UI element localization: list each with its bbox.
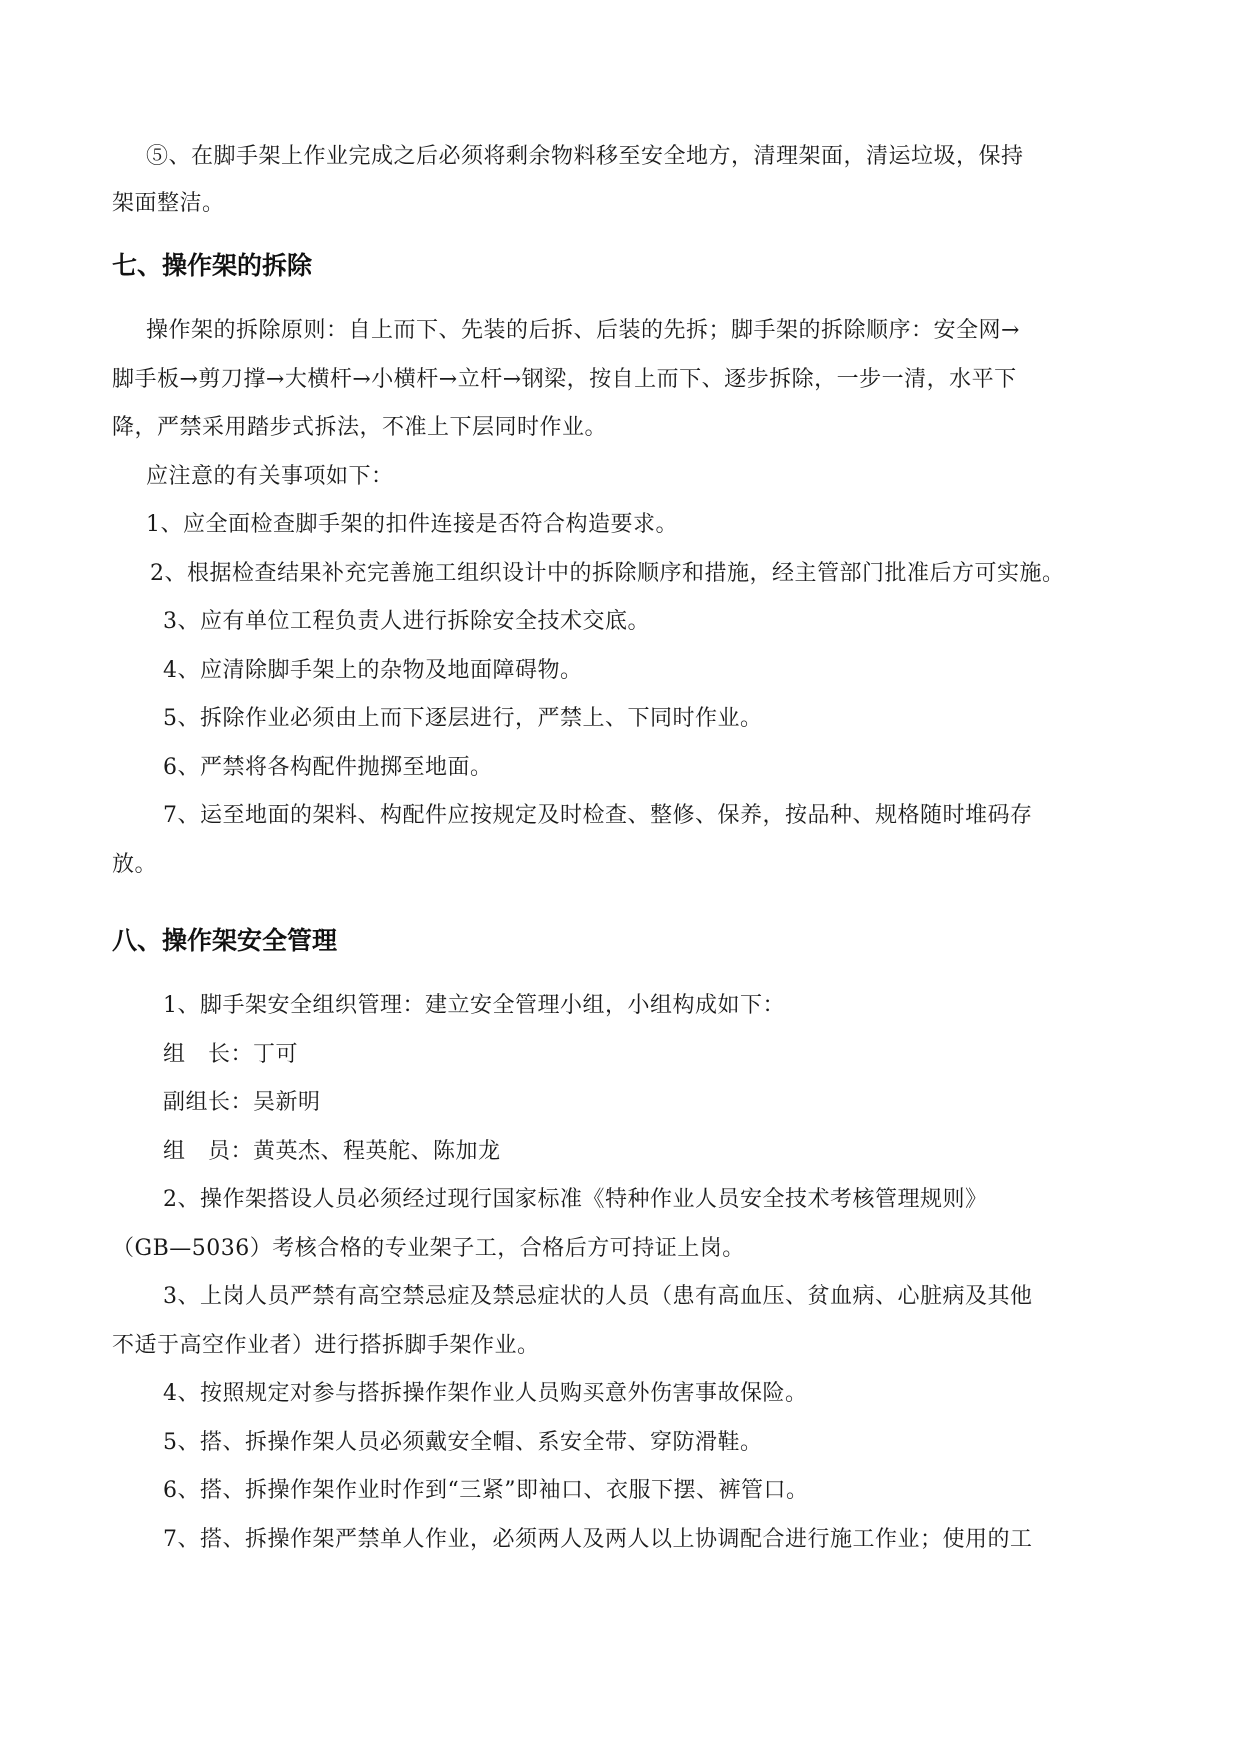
list-item: 4、应清除脚手架上的杂物及地面障碍物。 bbox=[163, 658, 583, 683]
list-item: 1、脚手架安全组织管理：建立安全管理小组，小组构成如下： bbox=[163, 993, 785, 1018]
team-leader: 组 长：丁可 bbox=[163, 1042, 299, 1067]
list-item: 4、按照规定对参与搭拆操作架作业人员购买意外伤害事故保险。 bbox=[163, 1381, 808, 1406]
section-heading-8: 八、操作架安全管理 bbox=[112, 926, 338, 955]
team-deputy-leader: 副组长：吴新明 bbox=[163, 1090, 321, 1115]
principle-line2: 脚手板→剪刀撑→大横杆→小横杆→立杆→钢梁，按自上而下、逐步拆除，一步一清，水平下 bbox=[112, 367, 1017, 392]
list-item: 6、搭、拆操作架作业时作到“三紧”即袖口、衣服下摆、裤管口。 bbox=[163, 1478, 809, 1503]
list-item: 5、搭、拆操作架人员必须戴安全帽、系安全带、穿防滑鞋。 bbox=[163, 1430, 763, 1455]
list-item: 6、严禁将各构配件抛掷至地面。 bbox=[163, 755, 493, 780]
principle-line3: 降，严禁采用踏步式拆法，不准上下层同时作业。 bbox=[112, 415, 608, 440]
list-item: 3、应有单位工程负责人进行拆除安全技术交底。 bbox=[163, 609, 650, 634]
list-item-continuation: （GB—5036）考核合格的专业架子工，合格后方可持证上岗。 bbox=[112, 1236, 745, 1261]
list-item: 3、上岗人员严禁有高空禁忌症及禁忌症状的人员（患有高血压、贫血病、心脏病及其他 bbox=[163, 1284, 1033, 1309]
team-members: 组 员：黄英杰、程英舵、陈加龙 bbox=[163, 1139, 501, 1164]
principle-line1: 操作架的拆除原则：自上而下、先装的后拆、后装的先拆；脚手架的拆除顺序：安全网→ bbox=[146, 318, 1020, 343]
list-item: 2、根据检查结果补充完善施工组织设计中的拆除顺序和措施，经主管部门批准后方可实施。 bbox=[150, 561, 1065, 586]
item5-line2: 架面整洁。 bbox=[112, 191, 225, 216]
list-item: 7、搭、拆操作架严禁单人作业，必须两人及两人以上协调配合进行施工作业；使用的工 bbox=[163, 1527, 1033, 1552]
list-item-continuation: 不适于高空作业者）进行搭拆脚手架作业。 bbox=[112, 1333, 540, 1358]
item5-line1: ⑤、在脚手架上作业完成之后必须将剩余物料移至安全地方，清理架面，清运垃圾，保持 bbox=[146, 144, 1024, 169]
notes-intro: 应注意的有关事项如下： bbox=[146, 464, 394, 489]
list-item: 5、拆除作业必须由上而下逐层进行，严禁上、下同时作业。 bbox=[163, 706, 763, 731]
list-item: 7、运至地面的架料、构配件应按规定及时检查、整修、保养，按品种、规格随时堆码存 bbox=[163, 803, 1033, 828]
list-item: 1、应全面检查脚手架的扣件连接是否符合构造要求。 bbox=[146, 512, 678, 537]
list-item: 2、操作架搭设人员必须经过现行国家标准《特种作业人员安全技术考核管理规则》 bbox=[163, 1187, 988, 1212]
section-heading-7: 七、操作架的拆除 bbox=[112, 251, 313, 280]
list-item-continuation: 放。 bbox=[112, 852, 158, 877]
